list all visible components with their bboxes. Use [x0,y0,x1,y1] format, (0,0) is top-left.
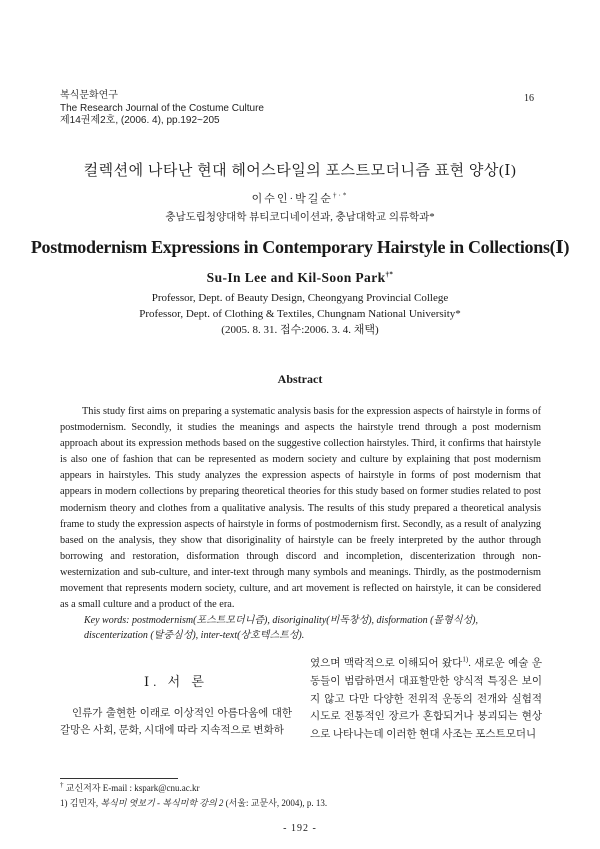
body-right-text-a: 였으며 맥락적으로 이해되어 왔다 [310,658,463,669]
affiliation-korean: 충남도립청양대학 뷰티코디네이션과, 충남대학교 의류학과* [165,212,435,223]
title-english: Postmodernism Expressions in Contemporary Hairstyle in Collections(Ⅰ) [30,237,570,257]
affiliation-english-1: Professor, Dept. of Beauty Design, Cheongyang Provincial College [151,292,449,304]
body-right-text-b: . 새로운 예술 운동들이 범람하면서 대표할만한 양식적 특징은 보이지 않고 다만 다양한 전위적 운동의 전개와 실험적 시도로 전통적인 장르가 혼합되거나 붕괴되는 현상으로 나타나는데 이러한 현대 사조는 포스트모더니 [310,658,542,741]
submission-dates: (2005. 8. 31. 접수:2006. 3. 4. 채택) [221,324,379,336]
keywords-text: postmodernism(포스트모더니즘), disoriginality(비독창성), disformation (몰형식성), discenterization (탈중심성), inter-text(상호텍스트성). [84,615,478,641]
section-heading-introduction: Ⅰ. 서 론 [143,674,208,689]
footnote-ref: 1) [462,655,469,664]
footnote-2-prefix: 1) 김민자, [60,798,101,808]
authors-korean [0,190,600,206]
keywords-label: Key words: [84,615,130,626]
footnote-divider [60,778,178,779]
authors-english [0,270,600,286]
body-column-right [310,655,542,744]
page-badge: 16 [524,93,534,104]
authors-english-names: Su-In Lee and Kil-Soon Park [206,270,386,285]
footnote-1-text: 교신저자 E-mail : kspark@cnu.ac.kr [65,783,200,793]
footnotes [60,781,540,811]
affiliation-english-2: Professor, Dept. of Clothing & Textiles, Chungnam National University* [139,308,461,320]
abstract-body: This study first aims on preparing a systematic analysis basis for the expression aspects of hairstyle in forms of postmodernism. Secondly, it studies the meanings and aspects the hairstyle trend through a post modernism approach about its expression methods based on the suggestive collection hairstyles. Third, it confirms that hairstyle is also one of fashion that can be represented as modern society and culture by explaining that post modernism appears in hairstyles. This study analyzes the expression aspects of hairstyle in forms of post modernism that appears in modern collections by preparing theoretical theories for this study based on former studies related to post modernism theory and clothes from a qualitative analysis. The results of this study prepared a theoretical analysis frame to study the expression aspects of hairstyle in forms of postmodernism first. Secondly, as a result of analyzing based on the analysis, they show that disoriginality of hairstyle can be freely interpreted by the author through borrowing and restoration, disformation through discord and incompletion, discenterization through non-westernization and sub-culture, and inter-text through many symbols and meanings. Thirdly, as the postmodernism movement that represents modern society, culture, and art movement is reflected on hairstyle, it can be considered as a small culture and a product of the era. [60,406,541,611]
affiliation-english [0,290,600,338]
authors-korean-marks: †·* [333,191,349,200]
footnote-citation-1 [60,796,540,811]
authors-english-marks: †* [385,270,394,279]
volume-info: 제14권제2호, (2006. 4), pp.192~205 [60,115,220,126]
keywords [84,613,544,643]
journal-name-kr: 복식문화연구 [60,90,118,101]
authors-korean-names: 이수인·박길순 [251,193,334,205]
footnote-2-title: 복식미 엿보기 - 복식미학 강의 2 [100,798,224,808]
footnote-corresponding-author [60,781,540,796]
page-number: - 192 - [283,823,317,834]
title-korean: 컬렉션에 나타난 현대 헤어스타일의 포스트모더니즘 표현 양상(Ⅰ) [83,163,517,179]
abstract-heading: Abstract [277,372,323,386]
footnote-2-suffix: (서울: 교문사, 2004), p. 13. [223,798,328,808]
journal-header [60,90,264,128]
body-column-left: 인류가 출현한 이래로 이상적인 아름다움에 대한 갈망은 사회, 문화, 시대에 따라 지속적으로 변화하 [60,708,292,736]
journal-name-en: The Research Journal of the Costume Culture [60,102,264,114]
footnote-1-mark: † [60,781,64,789]
